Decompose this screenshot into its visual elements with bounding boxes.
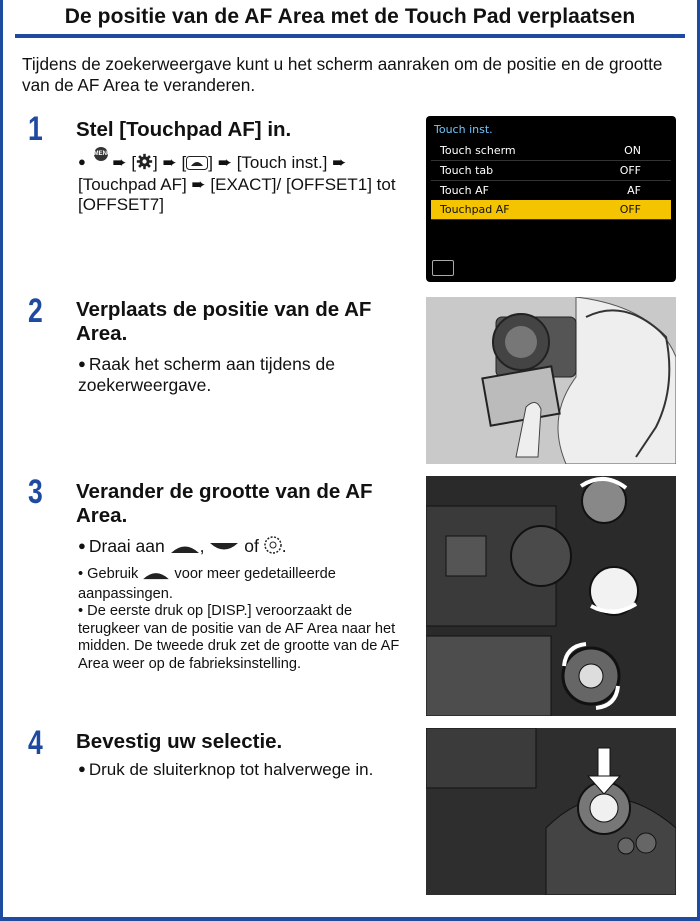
step-title: Stel [Touchpad AF] in. [76, 118, 292, 141]
menu-row-touch-tab[interactable]: Touch tab OFF [431, 161, 671, 181]
menu-title: Touch inst. [434, 123, 493, 136]
camera-dials-illustration [426, 476, 676, 716]
step-bullet: ● Druk de sluiterknop tot halverwege in. [78, 760, 374, 779]
step-title: Verplaats de positie van de AF Area. [76, 298, 372, 345]
step-title: Bevestig uw selectie. [76, 730, 283, 753]
step-number: 1 [28, 110, 43, 148]
back-icon[interactable] [432, 260, 454, 276]
front-dial-icon [170, 538, 200, 559]
menu-set-icon: MENU /SET [94, 147, 108, 161]
step-bullet: ● Raak het scherm aan tijdens de zoekerweergave. [78, 354, 335, 395]
touch-pad-illustration [426, 297, 676, 464]
step-bullet: ● Draai aan , of . [78, 535, 408, 559]
step-number: 2 [28, 292, 43, 330]
step-sub-bullet: • De eerste druk op [DISP.] veroorzaakt de terugkeer van de positie van de AF Area naar het midden. De tweede druk zet de grootte van de AF Area weer op de fabrieksinstelling. [78, 603, 400, 672]
touch-settings-screen [426, 116, 676, 282]
menu-row-touchpad-af[interactable]: Touchpad AF OFF [431, 200, 671, 220]
gear-icon [136, 153, 153, 175]
step-number: 3 [28, 473, 43, 511]
menu-row-touch-scherm[interactable]: Touch scherm ON [431, 141, 671, 161]
page-title: De positie van de AF Area met de Touch Pad verplaatsen [15, 0, 685, 38]
custom-icon [186, 155, 208, 175]
front-dial-icon [142, 568, 170, 586]
control-dial-icon [264, 536, 282, 559]
rear-dial-icon [209, 538, 239, 559]
step-bullet: ● MENU /SET ➨ [ ] ➨ [ ] ➨ [Touch inst.] ➨ [Touchpad AF] ➨ [EXACT]/ [OFFSET1] tot [OFFSET7] [78, 147, 408, 215]
step-sub-bullet: • Gebruik voor meer gedetailleerde aanpassingen. [78, 566, 336, 602]
step-number: 4 [28, 724, 43, 762]
shutter-button-illustration [426, 728, 676, 895]
menu-row-touch-af[interactable]: Touch AF AF [431, 181, 671, 201]
step-title: Verander de grootte van de AF Area. [76, 480, 373, 527]
intro-paragraph: Tijdens de zoekerweergave kunt u het scherm aanraken om de positie en de grootte van de AF Area te veranderen. [22, 54, 663, 95]
